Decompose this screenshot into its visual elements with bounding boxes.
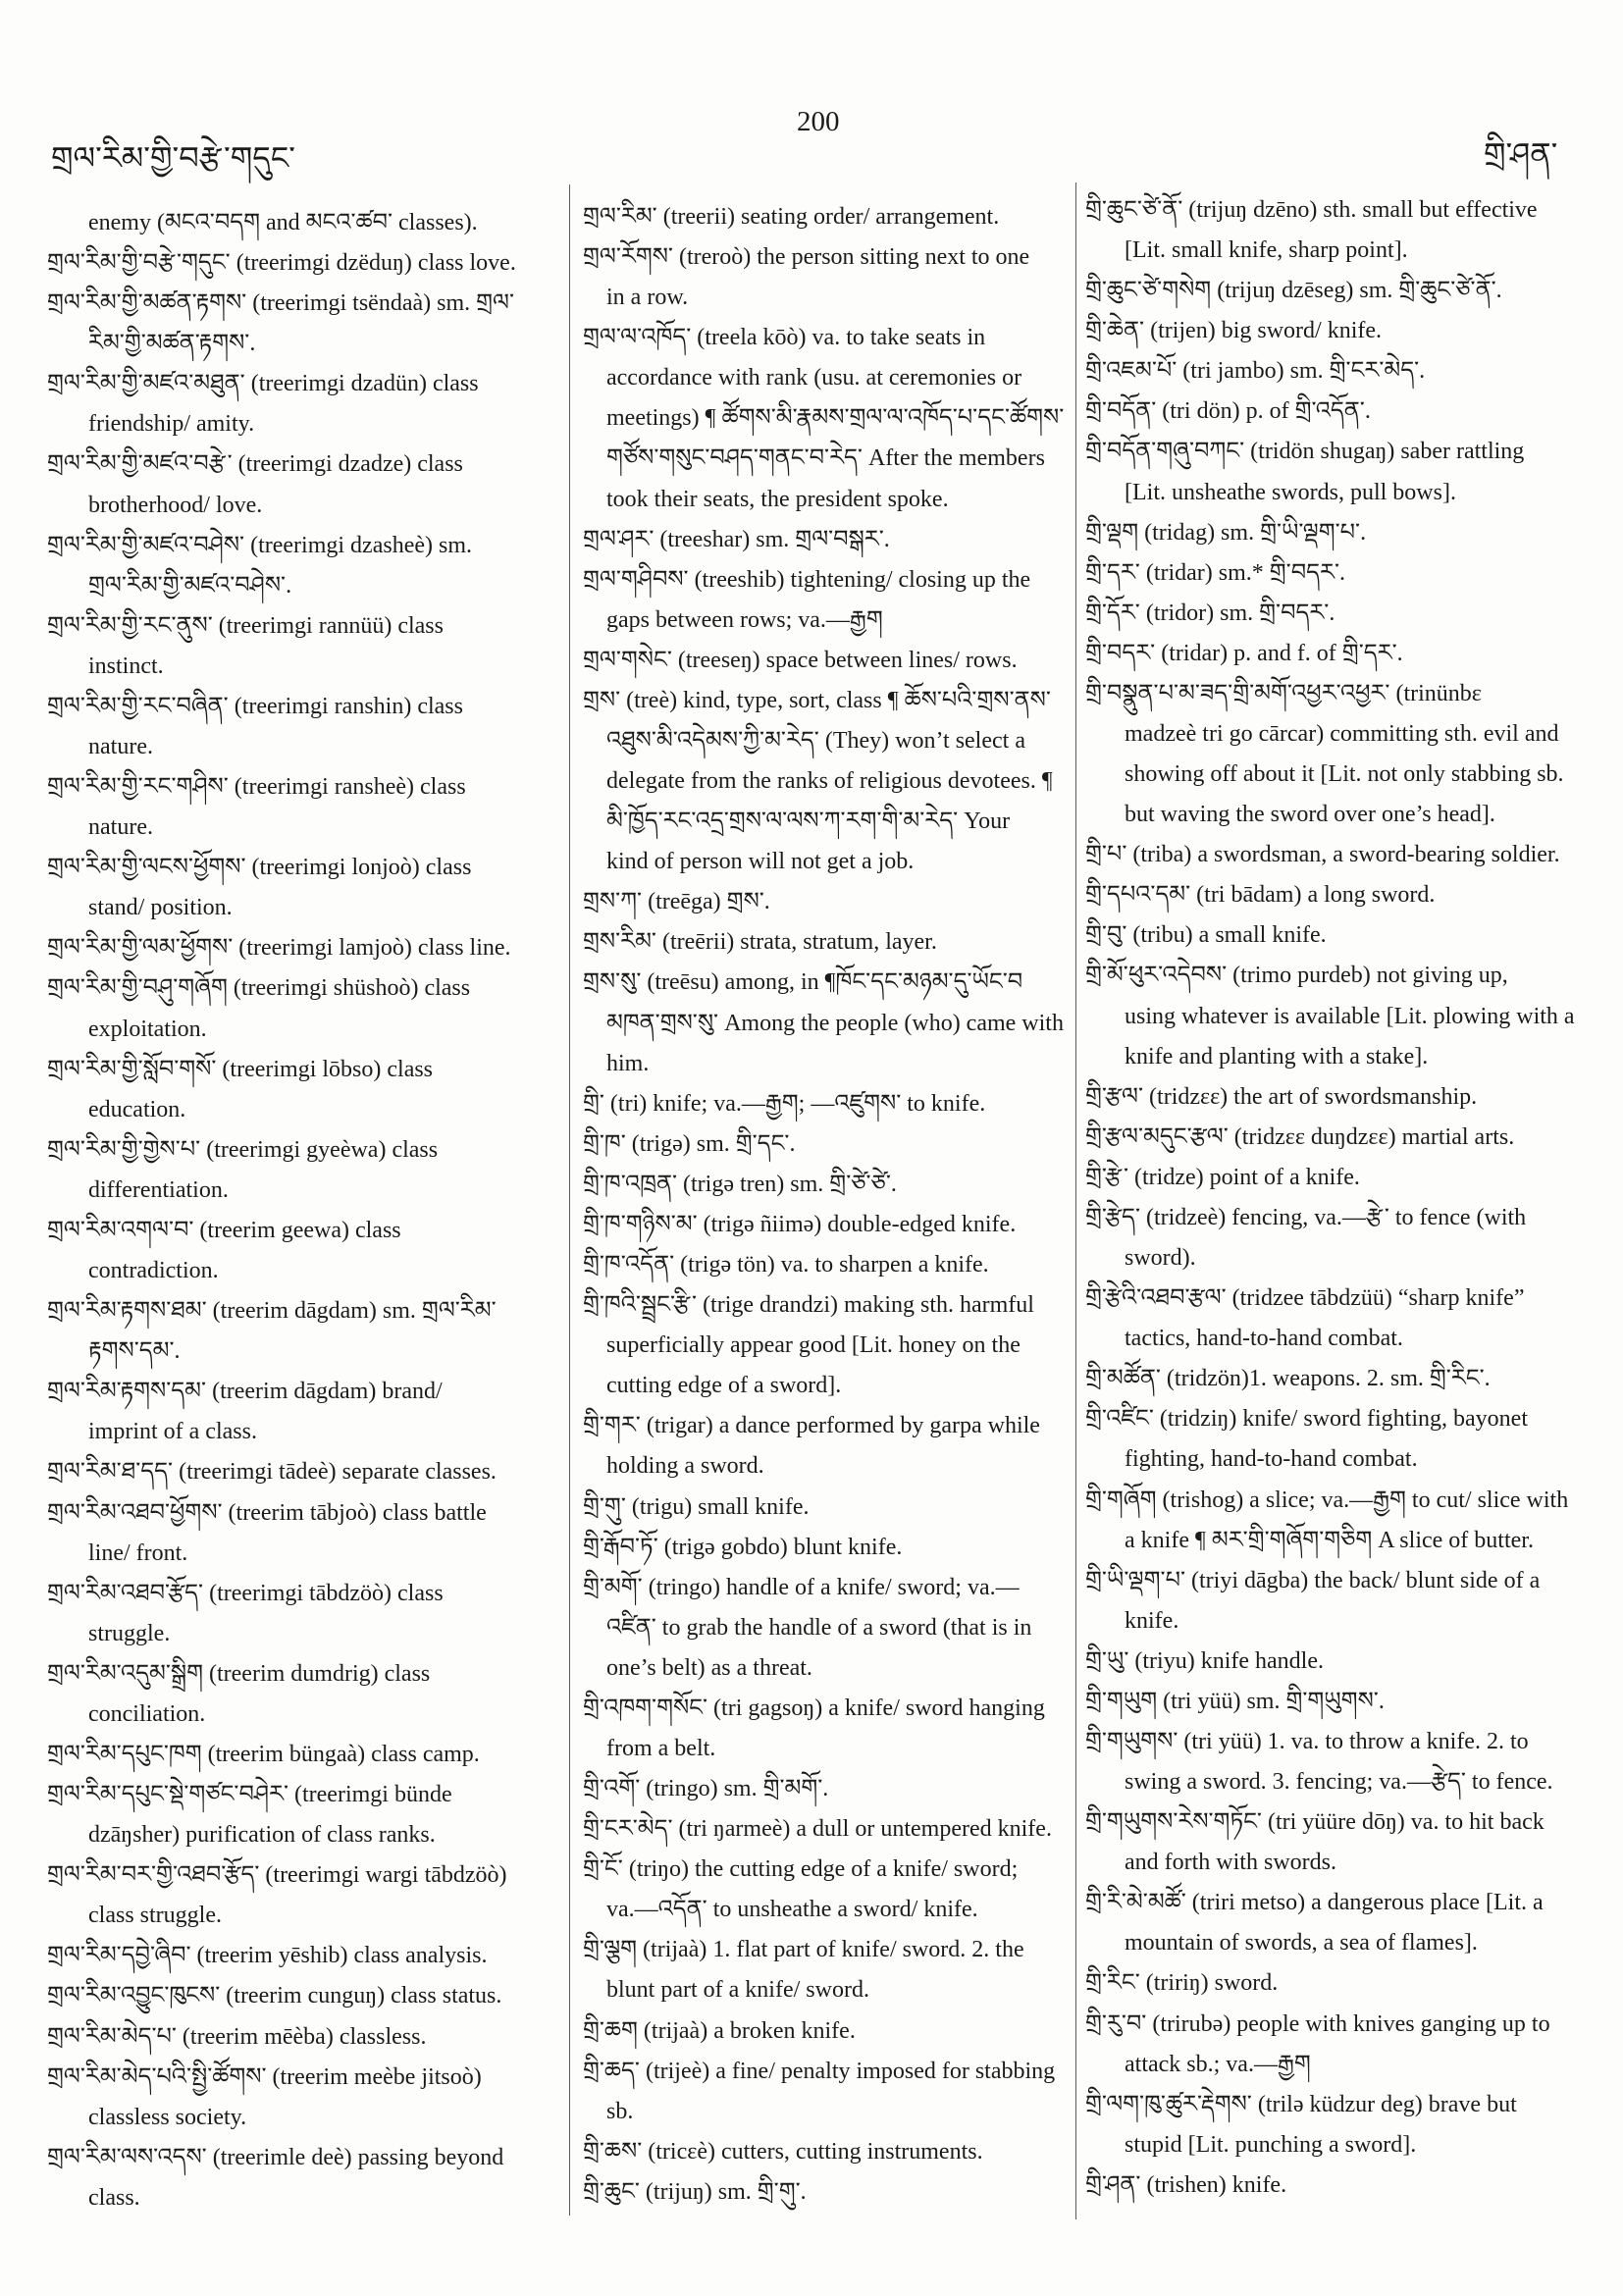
- dictionary-entry: [583, 681, 1072, 882]
- dictionary-entry: [1085, 432, 1596, 512]
- dictionary-entry: [47, 526, 565, 606]
- entry-continuation-line: kind of person will not get a job.: [606, 849, 915, 875]
- entry-continuation-line: gaps between rows; va.—རྒྱག: [606, 606, 883, 633]
- dictionary-entry: [583, 2132, 1072, 2172]
- entry-continuation-line: nature.: [88, 734, 153, 760]
- entry-continuation-line: line/ front.: [88, 1539, 188, 1566]
- entry-headword-line: གྲལ་རིམ་འཐབ་རྩོད་ (treerimgi tābdzöò) class: [47, 1580, 444, 1606]
- entry-headword-line: གྲི་བདོན་གཞུ་བཀང་ (tridön shugaŋ) saber rattling: [1085, 439, 1525, 465]
- entry-headword-line: གྲི་མོ་ཕུར་འདེབས་ (trimo purdeb) not giving up,: [1085, 963, 1508, 989]
- dictionary-entry: [1085, 875, 1596, 915]
- entry-headword-line: གྲལ་རིམ་གྱི་རང་བཞིན་ (treerimgi ranshin) class: [47, 693, 463, 719]
- dictionary-entry: [1085, 1399, 1596, 1480]
- dictionary-entry: [1085, 674, 1596, 835]
- dictionary-entry: [47, 2058, 565, 2138]
- entry-headword-line: གྲི་རུ་བ་ (trirubə) people with knives ganging up to: [1085, 2010, 1550, 2037]
- entry-headword-line: གྲི་ཡི་ལྡག་པ་ (triyi dāgba) the back/ blunt side of a: [1085, 1567, 1541, 1593]
- entry-continuation-line: delegate from the ranks of religious devotees. ¶: [606, 768, 1053, 795]
- entry-headword-line: གྲི་རྒོབ་ཏོ་ (trigə gobdo) blunt knife.: [583, 1534, 903, 1560]
- entry-continuation-line: struggle.: [88, 1620, 171, 1646]
- dictionary-entry: [583, 2172, 1072, 2213]
- dictionary-entry: [47, 1936, 565, 1976]
- entry-headword-line: གྲི་ཁ་གཉིས་མ་ (trigə ñiimə) double-edged knife.: [583, 1211, 1017, 1237]
- dictionary-entry: [1085, 391, 1596, 432]
- entry-headword-line: གྲི་གར་ (trigar) a dance performed by garpa while: [583, 1413, 1040, 1439]
- entry-continuation-line: in a row.: [606, 285, 689, 311]
- dictionary-entry: [1085, 956, 1596, 1076]
- dictionary-entry: [583, 922, 1072, 963]
- entry-continuation-line: mountain of swords, a sea of flames].: [1125, 1930, 1478, 1957]
- dictionary-column-3: [1085, 190, 1596, 2206]
- dictionary-entry: [583, 1689, 1072, 1769]
- entry-headword-line: གྲི་རི་མེ་མཚོ་ (triri metso) a dangerous place [Lit. a: [1085, 1890, 1544, 1916]
- entry-headword-line: གྲི་རྩེད་ (tridzeè) fencing, va.—རྩེ་ to fence (with: [1085, 1204, 1527, 1230]
- entry-headword-line: གྲི་གཞོག (trishog) a slice; va.—རྒྱག to cut/ slice with: [1085, 1487, 1569, 1513]
- entry-headword-line: གྲི་ཆག (trijaà) a broken knife.: [583, 2017, 856, 2044]
- dictionary-entry: [47, 1130, 565, 1211]
- entry-headword-line: གྲལ་རིམ་འདུམ་སྒྲིག (treerim dumdrig) class: [47, 1660, 431, 1687]
- entry-headword-line: གྲི་ཁ་འདོན་ (trigə tön) va. to sharpen a knife.: [583, 1252, 989, 1278]
- dictionary-entry: [1085, 351, 1596, 391]
- entry-headword-line: གྲས་རིམ་ (treērii) strata, stratum, layer.: [583, 929, 937, 956]
- entry-headword-line: གྲལ་རིམ་རྟགས་ཐམ་ (treerim dāgdam) sm. གྲལ་རིམ་: [47, 1298, 497, 1325]
- entry-headword-line: གྲས་སུ་ (treēsu) among, in ¶ཁོང་དང་མཉམ་དུ་ཡོང་བ: [583, 969, 1023, 996]
- dictionary-entry: [1085, 915, 1596, 956]
- entry-continuation-line: blunt part of a knife/ sword.: [606, 1977, 869, 2004]
- dictionary-entry: [47, 1493, 565, 1574]
- dictionary-entry: [1085, 553, 1596, 594]
- entry-continuation-line: knife and planting with a stake].: [1125, 1043, 1429, 1070]
- entry-headword-line: གྲི་ཁ་ (trigə) sm. གྲི་དང་.: [583, 1130, 796, 1157]
- dictionary-entry: [47, 1291, 565, 1372]
- entry-continuation-line: madzeè tri go cārcar) committing sth. evil and: [1125, 721, 1559, 748]
- dictionary-entry: [583, 1165, 1072, 1205]
- entry-headword-line: གྲི་རྩེའི་འཐབ་རྩལ་ (tridzee tābdzüü) “sharp knife”: [1085, 1285, 1525, 1312]
- entry-headword-line: གྲལ་རིམ་མེད་པའི་སྤྱི་ཚོགས་ (treerim meèbe jitsoò): [47, 2063, 482, 2090]
- entry-headword-line: གྲལ་རིམ་དཔུང་སྡེ་གཙང་བཤེར་ (treerimgi bünde: [47, 1782, 452, 1808]
- entry-headword-line: གྲལ་རིམ་ཐ་དད་ (treerimgi tādeè) separate classes.: [47, 1459, 497, 1486]
- dictionary-entry: [583, 237, 1072, 318]
- entry-headword-line: གྲི་གུ་ (trigu) small knife.: [583, 1493, 810, 1520]
- dictionary-entry: [1085, 1077, 1596, 1118]
- entry-continuation-line: accordance with rank (usu. at ceremonies or: [606, 365, 1022, 391]
- entry-headword-line: གྲི་ (tri) knife; va.—རྒྱག; —འཛུགས་ to knife.: [583, 1090, 986, 1117]
- dictionary-entry: [47, 848, 565, 928]
- entry-headword-line: གྲི་ཤན་ (trishen) knife.: [1085, 2171, 1287, 2198]
- entry-continuation-line: sb.: [606, 2098, 634, 2124]
- dictionary-entry: [583, 963, 1072, 1083]
- column-divider: [1075, 183, 1076, 2219]
- dictionary-entry: [47, 767, 565, 848]
- dictionary-entry: [1085, 1481, 1596, 1561]
- dictionary-entry: [1085, 2166, 1596, 2206]
- running-head-right-guide-word: གྲི་ཤན་: [1484, 136, 1558, 172]
- entry-headword-line: གྲི་རྩལ་ (tridzεε) the art of swordsmanship.: [1085, 1083, 1478, 1110]
- dictionary-entry: [1085, 2005, 1596, 2085]
- dictionary-entry: [1085, 1682, 1596, 1722]
- dictionary-entry: [583, 1930, 1072, 2010]
- entry-headword-line: གྲི་པ་ (triba) a swordsman, a sword-bearing soldier.: [1085, 842, 1560, 868]
- entry-headword-line: གྲི་ཆུང་ཙེ་གསེག (trijuŋ dzēseg) sm. གྲི་ཆུང་ཙེ་ནོ་.: [1085, 278, 1502, 304]
- entry-headword-line: གྲལ་རིམ་ལས་འདས་ (treerimle deè) passing beyond: [47, 2144, 504, 2170]
- entry-headword-line: གྲི་འཛིང་ (tridziŋ) knife/ sword fighting, bayonet: [1085, 1406, 1528, 1433]
- entry-headword-line: གྲི་བུ་ (tribu) a small knife.: [1085, 922, 1327, 949]
- entry-continuation-line: using whatever is available [Lit. plowing with a: [1125, 1003, 1575, 1029]
- entry-headword-line: གྲལ་རིམ་གྱི་བཤུ་གཞོག (treerimgi shüshoò) class: [47, 975, 471, 1002]
- entry-continuation-line: nature.: [88, 814, 153, 841]
- entry-headword-line: གྲི་རིང་ (tririŋ) sword.: [1085, 1970, 1279, 1997]
- dictionary-entry: [1085, 513, 1596, 553]
- entry-continuation-line: class.: [88, 2184, 140, 2211]
- dictionary-entry: [47, 444, 565, 525]
- dictionary-entry: [1085, 2085, 1596, 2166]
- dictionary-entry: [47, 243, 565, 284]
- entry-continuation-line: conciliation.: [88, 1700, 206, 1727]
- running-head-left-guide-word: གྲལ་རིམ་གྱི་བརྩེ་གདུང་: [51, 140, 295, 176]
- dictionary-entry: [1085, 311, 1596, 351]
- dictionary-entry: [47, 1855, 565, 1936]
- dictionary-entry: [583, 1769, 1072, 1809]
- entry-continuation-line: classless society.: [88, 2104, 247, 2130]
- entry-headword-line: གྲི་རྩེ་ (tridze) point of a knife.: [1085, 1164, 1360, 1190]
- entry-continuation-line: attack sb.; va.—རྒྱག: [1125, 2051, 1311, 2077]
- entry-headword-line: གྲི་ཆས་ (tricεè) cutters, cutting instruments.: [583, 2138, 983, 2165]
- entry-headword-line: གྲལ་རོགས་ (treroò) the person sitting next to one: [583, 244, 1030, 271]
- entry-headword-line: གྲི་ངར་མེད་ (tri ŋarmeè) a dull or untempered knife.: [583, 1816, 1052, 1843]
- entry-continuation-line: མཁན་གྲས་སུ་ Among the people (who) came with: [606, 1010, 1064, 1036]
- dictionary-entry: [583, 1084, 1072, 1124]
- entry-continuation-line: sword).: [1125, 1245, 1196, 1272]
- entry-continuation-line: knife.: [1125, 1607, 1179, 1634]
- dictionary-entry: [47, 928, 565, 968]
- entry-continuation-line: differentiation.: [88, 1176, 229, 1203]
- dictionary-entry: [1085, 1802, 1596, 1883]
- entry-headword-line: གྲི་བདོན་ (tri dön) p. of གྲི་འདོན་.: [1085, 398, 1371, 425]
- dictionary-entry: [47, 2017, 565, 2058]
- entry-headword-line: གྲི་ཆུང་ཙེ་ནོ་ (trijuŋ dzēno) sth. small but effective: [1085, 197, 1538, 223]
- entry-headword-line: གྲལ་རིམ་འབྱུང་ཁུངས་ (treerim cunguŋ) class status.: [47, 1983, 502, 2009]
- entry-headword-line: གྲལ་རིམ་གྱི་གྱེས་པ་ (treerimgi gyeèwa) class: [47, 1136, 439, 1163]
- entry-headword-line: གྲི་འཇམ་པོ་ (tri jambo) sm. གྲི་ངར་མེད་.: [1085, 358, 1426, 385]
- entry-headword-line: གྲལ་རིམ་གྱི་མཚན་རྟགས་ (treerimgi tsëndaà) sm. གྲལ་: [47, 290, 515, 317]
- entry-headword-line: གྲལ་རིམ་འཐབ་ཕྱོགས་ (treerim tābjoò) class battle: [47, 1499, 487, 1526]
- entry-headword-line: གྲལ་རིམ་གྱི་མཛའ་བརྩེ་ (treerimgi dzadze) class: [47, 451, 463, 478]
- entry-headword-line: གྲི་ལྡག (tridag) sm. གྲི་ཡི་ལྡག་པ་.: [1085, 519, 1367, 546]
- dictionary-entry: [47, 968, 565, 1049]
- dictionary-entry: [583, 1809, 1072, 1850]
- entry-headword-line: གྲས་ (treè) kind, type, sort, class ¶ ཆོས་པའི་གྲས་ནས་: [583, 687, 1051, 713]
- entry-headword-line: གྲི་ལྕག (trijaà) 1. flat part of knife/ sword. 2. the: [583, 1937, 1024, 1963]
- entry-headword-line: གྲི་མགོ་ (tringo) handle of a knife/ sword; va.—: [583, 1574, 1020, 1600]
- dictionary-entry: [1085, 1561, 1596, 1642]
- entry-continuation-line: གཙོས་གསུང་བཤད་གནང་བ་རེད་ After the members: [606, 445, 1045, 472]
- page-number: 200: [797, 106, 840, 137]
- entry-headword-line: གྲལ་རིམ་གྱི་མཛའ་བཤེས་ (treerimgi dzasheè) sm.: [47, 532, 472, 558]
- entry-continuation-line: [Lit. unsheathe swords, pull bows].: [1125, 479, 1456, 505]
- dictionary-entry: [1085, 1642, 1596, 1682]
- entry-headword-line: གྲི་བདར་ (tridar) p. and f. of གྲི་དར་.: [1085, 640, 1403, 666]
- dictionary-entry: [47, 1976, 565, 2016]
- entry-continuation-line: stand/ position.: [88, 895, 233, 921]
- entry-headword-line: གྲལ་རིམ་མེད་པ་ (treerim mēèba) classless.: [47, 2023, 427, 2050]
- entry-continuation-line: instinct.: [88, 652, 164, 679]
- entry-continuation-line: superficially appear good [Lit. honey on the: [606, 1332, 1021, 1359]
- entry-headword-line: གྲི་འཁག་གསོང་ (tri gagsoŋ) a knife/ sword hanging: [583, 1695, 1045, 1721]
- entry-headword-line: གྲལ་རིམ་གྱི་བརྩེ་གདུང་ (treerimgi dzëduŋ) class love.: [47, 250, 516, 277]
- entry-continuation-line: dzāŋsher) purification of class ranks.: [88, 1822, 436, 1849]
- dictionary-column-1: [47, 203, 565, 2218]
- entry-headword-line: གྲི་ཡུ་ (triyu) knife handle.: [1085, 1647, 1324, 1674]
- dictionary-entry: [47, 1452, 565, 1492]
- dictionary-entry: [47, 284, 565, 364]
- dictionary-entry: [1085, 1278, 1596, 1359]
- entry-headword-line: གྲལ་རིམ་འགལ་བ་ (treerim geewa) class: [47, 1217, 401, 1243]
- entry-continuation-line: རྟགས་དམ་.: [88, 1338, 181, 1365]
- entry-continuation-line: enemy (མངའ་བདག and མངའ་ཚབ་ classes).: [88, 210, 478, 235]
- dictionary-entry: [583, 197, 1072, 237]
- entry-headword-line: གྲི་ཁའི་སྦྲང་རྩི་ (trige drandzi) making sth. harmful: [583, 1292, 1034, 1319]
- dictionary-entry: [1085, 190, 1596, 271]
- dictionary-entry: [47, 1735, 565, 1775]
- dictionary-entry: [47, 606, 565, 687]
- entry-continuation-line: fighting, hand-to-hand combat.: [1125, 1446, 1418, 1473]
- entry-continuation-line: tactics, hand-to-hand combat.: [1125, 1326, 1403, 1352]
- dictionary-entry: [1085, 634, 1596, 674]
- entry-continuation-line: swing a sword. 3. fencing; va.—རྩེད་ to fence.: [1125, 1769, 1553, 1796]
- entry-headword-line: གྲི་དོར་ (tridor) sm. གྲི་བདར་.: [1085, 600, 1335, 626]
- entry-continuation-line: འཐུས་མི་འདེམས་ཀྱི་མ་རེད་ (They) won’t select a: [606, 728, 1025, 755]
- entry-headword-line: གྲི་དཔའ་དམ་ (tri bādam) a long sword.: [1085, 882, 1436, 909]
- dictionary-entry: [583, 1406, 1072, 1487]
- entry-headword-line: གྲལ་རིམ་གྱི་མཛའ་མཐུན་ (treerimgi dzadün) class: [47, 371, 479, 397]
- entry-headword-line: གྲལ་རིམ་གྱི་རང་གཤིས་ (treerimgi ransheè) class: [47, 774, 466, 801]
- entry-continuation-line: education.: [88, 1096, 186, 1122]
- dictionary-entry: [1085, 1963, 1596, 2004]
- dictionary-entry: [47, 1654, 565, 1735]
- dictionary-entry: [583, 2011, 1072, 2052]
- dictionary-entry: [1085, 1883, 1596, 1963]
- dictionary-entry: [47, 1372, 565, 1452]
- entry-continuation-line: class struggle.: [88, 1903, 222, 1929]
- dictionary-entry: [1085, 1118, 1596, 1158]
- entry-continuation-line: him.: [606, 1050, 650, 1076]
- entry-headword-line: གྲལ་རིམ་གྱི་སློབ་གསོ་ (treerimgi lōbso) class: [47, 1056, 434, 1082]
- entry-headword-line: གྲལ་རིམ་ (treerii) seating order/ arrangement.: [583, 204, 1000, 230]
- dictionary-entry: [1085, 1359, 1596, 1399]
- entry-headword-line: གྲི་ཆད་ (trijeè) a fine/ penalty imposed for stabbing: [583, 2058, 1056, 2084]
- entry-continuation-line: meetings) ¶ ཚོགས་མི་རྣམས་གྲལ་ལ་འཁོད་པ་དང་ཚོགས་: [606, 405, 1065, 432]
- dictionary-column-2: [583, 197, 1072, 2213]
- dictionary-entry: [1085, 835, 1596, 875]
- entry-continuation-line: brotherhood/ love.: [88, 492, 263, 518]
- dictionary-entry: [583, 560, 1072, 641]
- entry-headword-line: གྲལ་ཤར་ (treeshar) sm. གྲལ་བསྒར་.: [583, 526, 890, 552]
- entry-continuation-line: a knife ¶ མར་གྲི་གཞོག་གཅིག A slice of butter.: [1125, 1527, 1534, 1553]
- dictionary-entry: [1085, 271, 1596, 311]
- dictionary-entry: [1085, 1158, 1596, 1198]
- dictionary-entry: [583, 1245, 1072, 1285]
- dictionary-entry: [47, 1775, 565, 1855]
- entry-headword-line: གྲལ་རིམ་རྟགས་དམ་ (treerim dāgdam) brand/: [47, 1379, 443, 1405]
- dictionary-entry: [1085, 594, 1596, 634]
- entry-continuation-line: གྲལ་རིམ་གྱི་མཛའ་བཤེས་.: [88, 572, 292, 599]
- dictionary-entry: [1085, 1722, 1596, 1802]
- entry-continuation-line: va.—འདོན་ to unsheathe a sword/ knife.: [606, 1897, 978, 1923]
- entry-headword-line: གྲི་ཆེན་ (trijen) big sword/ knife.: [1085, 318, 1383, 344]
- entry-continuation-line: holding a sword.: [606, 1453, 764, 1480]
- entry-headword-line: གྲལ་རིམ་བར་གྱི་འཐབ་རྩོད་ (treerimgi wargi tābdzöò): [47, 1862, 507, 1889]
- dictionary-entry: [583, 1124, 1072, 1165]
- dictionary-entry: [583, 2052, 1072, 2132]
- dictionary-entry: [583, 318, 1072, 519]
- entry-continuation-line: and forth with swords.: [1125, 1850, 1336, 1876]
- entry-headword-line: གྲལ་རིམ་གྱི་ལམ་ཕྱོགས་ (treerimgi lamjoò) class line.: [47, 935, 511, 962]
- entry-headword-line: གྲལ་གཤིབས་ (treeshib) tightening/ closing up the: [583, 566, 1031, 593]
- entry-continuation-line: from a belt.: [606, 1735, 716, 1761]
- entry-continuation-line: one’s belt) as a threat.: [606, 1654, 812, 1681]
- entry-continuation-line: stupid [Lit. punching a sword].: [1125, 2131, 1417, 2158]
- entry-continuation-line: འཛིན་ to grab the handle of a sword (that is in: [606, 1614, 1032, 1641]
- dictionary-entry: [583, 641, 1072, 681]
- entry-continuation-line: མི་ཁྱོད་རང་འདྲ་གྲས་ལ་ལས་ཀ་རག་གི་མ་རེད་ Your: [606, 809, 1011, 835]
- entry-continuation-line: imprint of a class.: [88, 1419, 257, 1445]
- dictionary-entry: [583, 1568, 1072, 1689]
- entry-headword-line: གྲི་དར་ (tridar) sm.* གྲི་བདར་.: [1085, 559, 1345, 586]
- entry-headword-line: གྲི་གཡུགས་ (tri yüü) 1. va. to throw a knife. 2. to: [1085, 1728, 1529, 1754]
- entry-headword-line: གྲས་ཀ་ (treēga) གྲས་.: [583, 889, 770, 915]
- dictionary-entry: [583, 1528, 1072, 1568]
- entry-headword-line: གྲི་ཁ་འཁྲན་ (trigə tren) sm. གྲི་ཙེ་ཙེ་.: [583, 1171, 897, 1197]
- dictionary-entry: [583, 1205, 1072, 1245]
- entry-headword-line: གྲལ་རིམ་དབྱེ་ཞིབ་ (treerim yēshib) class analysis.: [47, 1943, 488, 1969]
- entry-continuation-line: but waving the sword over one’s head].: [1125, 802, 1495, 828]
- entry-continuation-line: contradiction.: [88, 1258, 219, 1284]
- entry-headword-line: གྲི་མཚོན་ (tridzön)1. weapons. 2. sm. གྲི་རིང་.: [1085, 1366, 1491, 1392]
- dictionary-entry: [47, 1050, 565, 1130]
- entry-headword-line: གྲི་གཡུག (tri yüü) sm. གྲི་གཡུགས་.: [1085, 1688, 1385, 1714]
- dictionary-entry: [47, 687, 565, 767]
- entry-continuation-line: རིམ་གྱི་མཚན་རྟགས་.: [88, 331, 256, 357]
- dictionary-entry: [583, 882, 1072, 922]
- entry-continuation-line: exploitation.: [88, 1016, 207, 1042]
- entry-headword-line: གྲི་བསྣུན་པ་མ་ཟད་གྲི་མགོ་འཕྱར་འཕྱར་ (trinünbε: [1085, 680, 1482, 706]
- dictionary-entry: [583, 1487, 1072, 1528]
- entry-headword-line: གྲི་ལག་ཁུ་ཚུར་རྡེགས་ (trilə küdzur deg) brave but: [1085, 2091, 1517, 2117]
- dictionary-entry: [47, 1574, 565, 1654]
- entry-headword-line: གྲི་འགོ་ (tringo) sm. གྲི་མགོ་.: [583, 1776, 829, 1802]
- dictionary-entry: [47, 1211, 565, 1291]
- dictionary-entry: [47, 364, 565, 444]
- dictionary-entry: [1085, 1198, 1596, 1278]
- entry-continuation-line: took their seats, the president spoke.: [606, 486, 949, 512]
- dictionary-entry: [47, 2138, 565, 2218]
- entry-continuation-line: showing off about it [Lit. not only stabbing sb.: [1125, 761, 1564, 788]
- entry-continuation-line: friendship/ amity.: [88, 411, 255, 438]
- entry-headword-line: གྲི་ངོ་ (triŋo) the cutting edge of a knife/ sword;: [583, 1856, 1019, 1883]
- entry-headword-line: གྲལ་གསེང་ (treeseŋ) space between lines/ rows.: [583, 647, 1018, 673]
- entry-continuation-line: [Lit. small knife, sharp point].: [1125, 237, 1408, 264]
- entry-headword-line: གྲི་རྩལ་མདུང་རྩལ་ (tridzεε duŋdzεε) martial arts.: [1085, 1123, 1515, 1150]
- dictionary-entry: [583, 520, 1072, 560]
- entry-headword-line: གྲལ་རིམ་གྱི་ལངས་ཕྱོགས་ (treerimgi lonjoò) class: [47, 855, 472, 881]
- column-divider: [569, 184, 570, 2216]
- entry-continuation-line: cutting edge of a sword].: [606, 1373, 842, 1399]
- entry-headword-line: གྲལ་རིམ་དཔུང་ཁག (treerim büngaà) class camp.: [47, 1741, 480, 1767]
- entry-headword-line: གྲི་ཆུང་ (trijuŋ) sm. གྲི་གུ་.: [583, 2178, 807, 2205]
- dictionary-entry: [583, 1285, 1072, 1406]
- entry-headword-line: གྲལ་ལ་འཁོད་ (treela kōò) va. to take seats in: [583, 325, 986, 351]
- dictionary-entry: [583, 1850, 1072, 1930]
- entry-headword-line: གྲི་གཡུགས་རེས་གཏོང་ (tri yüüre dōŋ) va. to hit back: [1085, 1809, 1544, 1836]
- continued-entry: [47, 203, 565, 243]
- entry-headword-line: གྲལ་རིམ་གྱི་རང་ནུས་ (treerimgi rannüü) class: [47, 612, 444, 639]
